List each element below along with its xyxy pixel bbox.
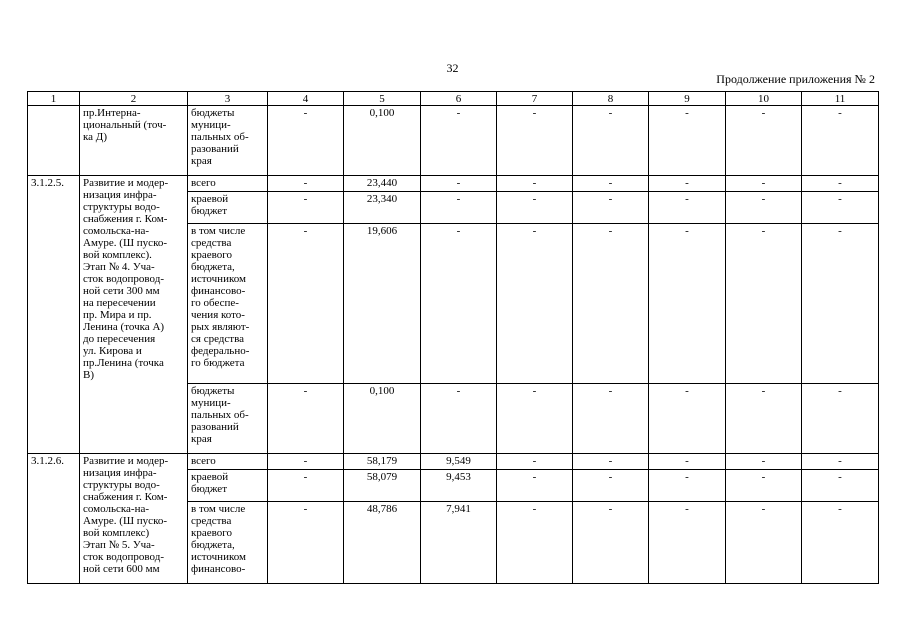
value-cell: - bbox=[649, 192, 726, 224]
value-cell: - bbox=[802, 470, 879, 502]
value-cell: - bbox=[497, 106, 573, 176]
value-cell: - bbox=[268, 384, 344, 454]
value-cell: - bbox=[573, 454, 649, 470]
value-cell: - bbox=[268, 106, 344, 176]
value-cell: - bbox=[726, 106, 802, 176]
column-header: 3 bbox=[188, 92, 268, 106]
value-cell: - bbox=[726, 502, 802, 584]
column-header: 10 bbox=[726, 92, 802, 106]
value-cell: 48,786 bbox=[344, 502, 421, 584]
value-cell: - bbox=[268, 454, 344, 470]
column-header: 6 bbox=[421, 92, 497, 106]
funding-source: бюджеты муници- пальных об- разований края bbox=[188, 384, 268, 454]
value-cell: - bbox=[649, 470, 726, 502]
funding-source: бюджеты муници- пальных об- разований края bbox=[188, 106, 268, 176]
column-header: 2 bbox=[80, 92, 188, 106]
value-cell: - bbox=[573, 192, 649, 224]
header-row bbox=[28, 92, 879, 106]
value-cell: - bbox=[268, 224, 344, 384]
value-cell: - bbox=[268, 470, 344, 502]
value-cell: - bbox=[726, 192, 802, 224]
table-body bbox=[28, 106, 879, 584]
value-cell: 19,606 bbox=[344, 224, 421, 384]
column-header: 11 bbox=[802, 92, 879, 106]
column-header: 9 bbox=[649, 92, 726, 106]
value-cell: - bbox=[421, 106, 497, 176]
value-cell: - bbox=[802, 224, 879, 384]
value-cell: - bbox=[802, 192, 879, 224]
column-header: 1 bbox=[28, 92, 80, 106]
value-cell: 0,100 bbox=[344, 384, 421, 454]
item-name: Развитие и модер- низация инфра- структуры водо- снабжения г. Ком- сомольска-на- Амуре. (Ш пуско- вой комплекс) Этап № 5. Уча- сток водопровод- ной сети 600 мм bbox=[80, 454, 188, 584]
value-cell: - bbox=[649, 176, 726, 192]
value-cell: 7,941 bbox=[421, 502, 497, 584]
value-cell: - bbox=[726, 384, 802, 454]
value-cell: - bbox=[421, 384, 497, 454]
value-cell: - bbox=[573, 470, 649, 502]
continuation-label: Продолжение приложения № 2 bbox=[716, 72, 875, 86]
item-code: 3.1.2.6. bbox=[28, 454, 80, 584]
value-cell: - bbox=[573, 176, 649, 192]
funding-source: всего bbox=[188, 176, 268, 192]
value-cell: - bbox=[421, 192, 497, 224]
value-cell: - bbox=[497, 224, 573, 384]
value-cell: - bbox=[497, 192, 573, 224]
value-cell: - bbox=[497, 502, 573, 584]
table-row bbox=[28, 176, 879, 192]
value-cell: - bbox=[726, 454, 802, 470]
value-cell: - bbox=[802, 384, 879, 454]
value-cell: - bbox=[802, 502, 879, 584]
column-header: 7 bbox=[497, 92, 573, 106]
value-cell: - bbox=[268, 176, 344, 192]
table-row bbox=[28, 454, 879, 470]
value-cell: - bbox=[497, 384, 573, 454]
value-cell: - bbox=[649, 502, 726, 584]
value-cell: - bbox=[497, 454, 573, 470]
value-cell: 58,079 bbox=[344, 470, 421, 502]
item-code: 3.1.2.5. bbox=[28, 176, 80, 454]
value-cell: - bbox=[649, 224, 726, 384]
value-cell: - bbox=[573, 224, 649, 384]
funding-source: всего bbox=[188, 454, 268, 470]
value-cell: - bbox=[802, 176, 879, 192]
value-cell: - bbox=[649, 454, 726, 470]
funding-source: в том числе средства краевого бюджета, источником финансово- го обеспе- чения кото- рых являют- ся средства федерально- го бюджета bbox=[188, 224, 268, 384]
page-number: 32 bbox=[446, 61, 459, 75]
value-cell: 23,340 bbox=[344, 192, 421, 224]
value-cell: 0,100 bbox=[344, 106, 421, 176]
value-cell: - bbox=[573, 502, 649, 584]
item-name: пр.Интерна- циональный (точ- ка Д) bbox=[80, 106, 188, 176]
value-cell: - bbox=[421, 224, 497, 384]
value-cell: - bbox=[573, 106, 649, 176]
funding-source: краевой бюджет bbox=[188, 192, 268, 224]
funding-source: в том числе средства краевого бюджета, источником финансово- bbox=[188, 502, 268, 584]
value-cell: 9,453 bbox=[421, 470, 497, 502]
appendix-table bbox=[27, 91, 879, 584]
item-code bbox=[28, 106, 80, 176]
value-cell: - bbox=[726, 470, 802, 502]
value-cell: - bbox=[802, 454, 879, 470]
column-header: 4 bbox=[268, 92, 344, 106]
item-name: Развитие и модер- низация инфра- структуры водо- снабжения г. Ком- сомольска-на- Амуре. (Ш пуско- вой комплекс). Этап № 4. Уча- сток водопровод- ной сети 300 мм на пересечении пр. Мира и пр. Ленина (точка А) до пересечения ул. Кирова и пр.Ленина (точка В) bbox=[80, 176, 188, 454]
value-cell: - bbox=[268, 502, 344, 584]
value-cell: - bbox=[726, 224, 802, 384]
funding-source: краевой бюджет bbox=[188, 470, 268, 502]
value-cell: 58,179 bbox=[344, 454, 421, 470]
value-cell: - bbox=[497, 470, 573, 502]
value-cell: 23,440 bbox=[344, 176, 421, 192]
column-header: 5 bbox=[344, 92, 421, 106]
value-cell: - bbox=[649, 106, 726, 176]
value-cell: - bbox=[726, 176, 802, 192]
column-header: 8 bbox=[573, 92, 649, 106]
value-cell: 9,549 bbox=[421, 454, 497, 470]
value-cell: - bbox=[802, 106, 879, 176]
value-cell: - bbox=[268, 192, 344, 224]
value-cell: - bbox=[649, 384, 726, 454]
value-cell: - bbox=[573, 384, 649, 454]
table-row bbox=[28, 106, 879, 176]
value-cell: - bbox=[421, 176, 497, 192]
value-cell: - bbox=[497, 176, 573, 192]
